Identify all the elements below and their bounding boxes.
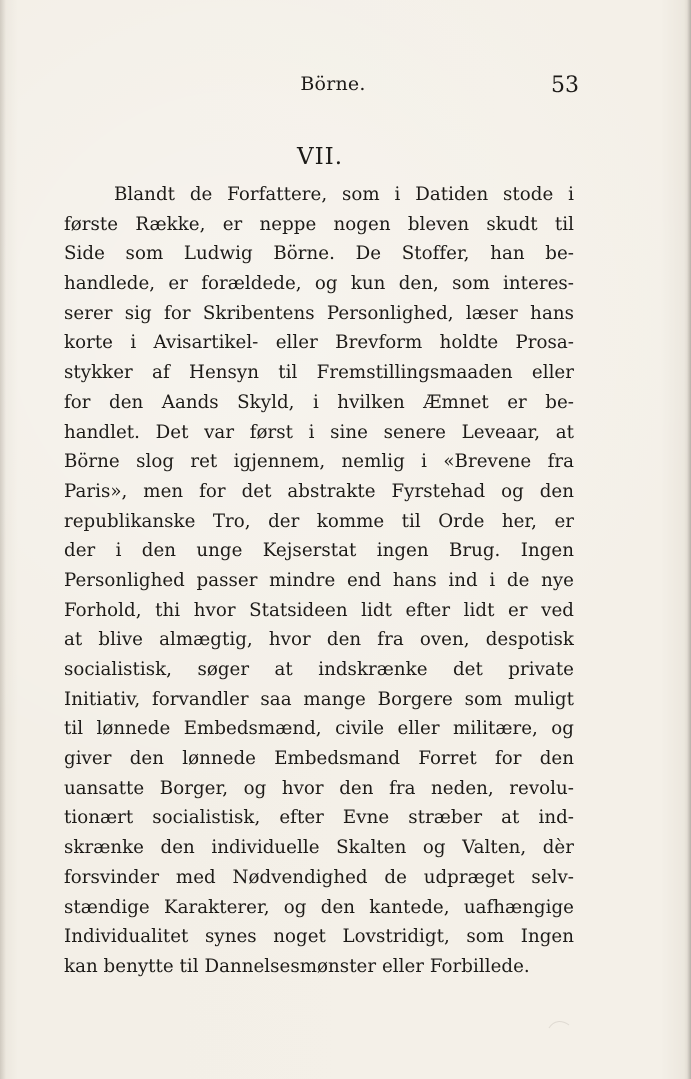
text-line-20: giver den lønnede Embedsmand Forret for den (64, 748, 574, 770)
text-line-1: Blandt de Forfattere, som i Datiden stode i (114, 184, 574, 205)
text-line-14: Personlighed passer mindre end hans ind i de nye (64, 569, 574, 591)
body-paragraph (64, 180, 574, 982)
text-line-9: handlet. Det var først i sine senere Leveaar, at (64, 421, 574, 443)
text-line-23: skrænke den individuelle Skalten og Valten, dèr (64, 837, 574, 859)
text-line-16: at blive almægtig, hvor den fra oven, despotisk (64, 629, 574, 651)
text-line-7: stykker af Hensyn til Fremstillingsmaaden eller (64, 362, 574, 384)
text-line-27: kan benytte til Dannelsesmønster eller Forbillede. (64, 955, 530, 977)
chapter-heading: VII. (296, 144, 344, 170)
text-line-10: Börne slog ret igjennem, nemlig i «Brevene fra (64, 451, 574, 473)
text-line-3: Side som Ludwig Börne. De Stoffer, han be- (64, 243, 574, 265)
text-line-13: der i den unge Kejserstat ingen Brug. Ingen (64, 540, 574, 562)
text-line-18: Initiativ, forvandler saa mange Borgere som muligt (64, 688, 574, 710)
text-line-22: tionært socialistisk, efter Evne stræber at ind- (64, 807, 574, 829)
text-line-6: korte i Avisartikel- eller Brevform holdte Prosa- (64, 332, 574, 354)
text-line-4: handlede, er forældede, og kun den, som interes- (64, 273, 574, 295)
text-line-2: første Række, er neppe nogen bleven skudt til (64, 213, 574, 235)
text-line-11: Paris», men for det abstrakte Fyrstehad og den (64, 480, 574, 502)
text-line-19: til lønnede Embedsmænd, civile eller militære, og (64, 718, 574, 740)
scan-smudge-mark (548, 1018, 570, 1030)
text-line-26: Individualitet synes noget Lovstridigt, som Ingen (64, 926, 574, 948)
text-line-21: uansatte Borger, og hvor den fra neden, revolu- (64, 777, 574, 799)
text-line-15: Forhold, thi hvor Statsideen lidt efter lidt er ved (64, 599, 574, 621)
page-left-shadow (0, 0, 6, 1079)
text-line-24: forsvinder med Nødvendighed de udpræget selv- (64, 866, 574, 888)
text-line-25: stændige Karakterer, og den kantede, uafhængige (64, 896, 574, 918)
text-line-17: socialistisk, søger at indskrænke det private (64, 659, 574, 680)
page-right-shadow (687, 0, 691, 1079)
text-line-12: republikanske Tro, der komme til Orde her, er (64, 510, 574, 532)
text-line-8: for den Aands Skyld, i hvilken Æmnet er be- (64, 391, 574, 413)
page-number: 53 (551, 73, 579, 98)
running-header: Börne. (300, 73, 366, 95)
text-line-5: serer sig for Skribentens Personlighed, læser hans (64, 302, 574, 324)
